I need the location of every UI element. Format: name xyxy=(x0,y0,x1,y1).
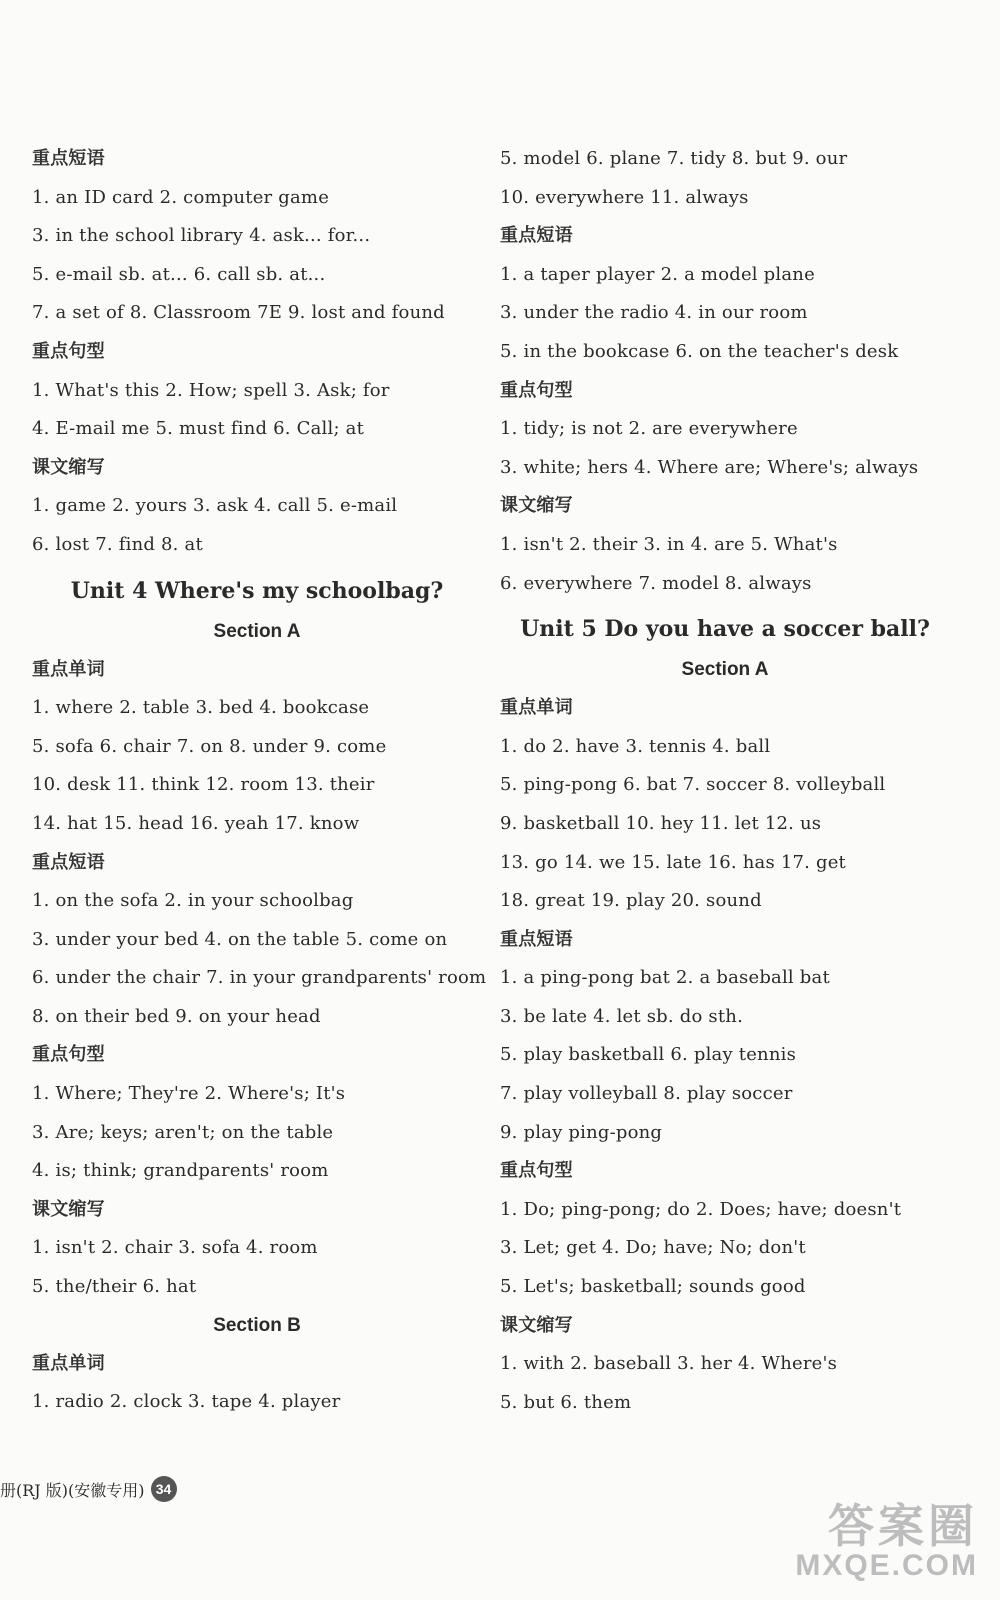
section-heading: 重点句型 xyxy=(500,379,573,401)
answer-line: 1. game 2. yours 3. ask 4. call 5. e-mail xyxy=(32,495,398,517)
answer-line: 1. tidy; is not 2. are everywhere xyxy=(500,418,798,440)
section-heading: 重点短语 xyxy=(500,928,573,950)
answer-line: 1. an ID card 2. computer game xyxy=(32,186,330,208)
unit-title: Unit 5 Do you have a soccer ball? xyxy=(520,616,930,643)
section-heading: 重点单词 xyxy=(32,1352,105,1374)
answer-line: 5. Let's; basketball; sounds good xyxy=(500,1276,806,1298)
section-heading: 课文缩写 xyxy=(32,1198,105,1220)
answer-line: 3. Let; get 4. Do; have; No; don't xyxy=(500,1237,806,1259)
answer-line: 9. play ping-pong xyxy=(500,1121,663,1143)
answer-line: 14. hat 15. head 16. yeah 17. know xyxy=(32,812,360,834)
answer-line: 1. isn't 2. chair 3. sofa 4. room xyxy=(32,1237,318,1259)
section-heading: 重点句型 xyxy=(32,340,105,362)
section-heading: 课文缩写 xyxy=(500,1314,573,1336)
section-heading: 重点短语 xyxy=(500,225,573,247)
answer-line: 1. isn't 2. their 3. in 4. are 5. What's xyxy=(500,533,838,555)
answer-line: 6. everywhere 7. model 8. always xyxy=(500,572,812,594)
section-heading: 重点句型 xyxy=(32,1044,105,1066)
edition-label: 册(RJ 版)(安徽专用) xyxy=(0,1480,145,1500)
section-heading: 课文缩写 xyxy=(500,495,573,517)
answer-line: 5. model 6. plane 7. tidy 8. but 9. our xyxy=(500,148,848,169)
answer-line: 1. What's this 2. How; spell 3. Ask; for xyxy=(32,379,390,401)
answer-line: 7. a set of 8. Classroom 7E 9. lost and found xyxy=(32,302,445,324)
section-heading: 重点句型 xyxy=(500,1160,573,1182)
section-heading: 重点短语 xyxy=(32,148,105,169)
watermark-title: 答案圈 xyxy=(828,1500,978,1552)
answer-line: 4. E-mail me 5. must find 6. Call; at xyxy=(32,418,364,440)
answer-line: 1. do 2. have 3. tennis 4. ball xyxy=(500,735,771,757)
answer-line: 3. white; hers 4. Where are; Where's; always xyxy=(500,456,919,478)
page-footer xyxy=(0,1476,177,1502)
answer-line: 3. under the radio 4. in our room xyxy=(500,302,808,324)
answer-line: 6. lost 7. find 8. at xyxy=(32,533,203,555)
answer-line: 10. desk 11. think 12. room 13. their xyxy=(32,774,375,796)
answer-line: 5. play basketball 6. play tennis xyxy=(500,1044,797,1066)
answer-line: 3. under your bed 4. on the table 5. come on xyxy=(32,928,448,950)
answer-line: 1. a ping-pong bat 2. a baseball bat xyxy=(500,967,830,989)
answer-line: 1. on the sofa 2. in your schoolbag xyxy=(32,890,354,912)
answer-line: 18. great 19. play 20. sound xyxy=(500,890,762,912)
answer-line: 9. basketball 10. hey 11. let 12. us xyxy=(500,812,822,834)
watermark xyxy=(795,1502,978,1582)
answer-line: 1. a taper player 2. a model plane xyxy=(500,263,815,285)
watermark-url: MXQE.COM xyxy=(795,1549,978,1582)
answer-line: 5. in the bookcase 6. on the teacher's desk xyxy=(500,340,899,362)
answer-line: 3. in the school library 4. ask... for... xyxy=(32,225,371,247)
answer-line: 7. play volleyball 8. play soccer xyxy=(500,1083,793,1105)
answer-line: 5. sofa 6. chair 7. on 8. under 9. come xyxy=(32,735,387,757)
answer-line: 5. e-mail sb. at... 6. call sb. at... xyxy=(32,263,326,285)
answer-line: 10. everywhere 11. always xyxy=(500,186,749,208)
section-heading: 重点短语 xyxy=(32,851,105,873)
answer-line: 4. is; think; grandparents' room xyxy=(32,1160,329,1182)
answer-line: 3. be late 4. let sb. do sth. xyxy=(500,1005,744,1027)
answer-line: 1. with 2. baseball 3. her 4. Where's xyxy=(500,1353,838,1375)
answer-line: 6. under the chair 7. in your grandparents' room xyxy=(32,967,487,989)
answer-line: 1. Where; They're 2. Where's; It's xyxy=(32,1083,346,1105)
answer-line: 1. where 2. table 3. bed 4. bookcase xyxy=(32,697,370,719)
section-heading: 课文缩写 xyxy=(32,456,105,478)
answer-line: 5. the/their 6. hat xyxy=(32,1276,197,1298)
page-number-badge: 34 xyxy=(151,1476,177,1502)
answer-line: 1. Do; ping-pong; do 2. Does; have; doesn't xyxy=(500,1198,902,1220)
answer-line: 13. go 14. we 15. late 16. has 17. get xyxy=(500,851,846,873)
section-label: Section A xyxy=(681,659,769,681)
answer-line: 1. radio 2. clock 3. tape 4. player xyxy=(32,1391,341,1413)
unit-title: Unit 4 Where's my schoolbag? xyxy=(70,577,444,604)
answer-line: 5. but 6. them xyxy=(500,1391,632,1413)
section-heading: 重点单词 xyxy=(500,697,573,719)
answer-line: 5. ping-pong 6. bat 7. soccer 8. volleyball xyxy=(500,774,886,796)
answer-line: 3. Are; keys; aren't; on the table xyxy=(32,1121,334,1143)
section-label: Section A xyxy=(213,620,301,642)
section-heading: 重点单词 xyxy=(32,658,105,680)
right-column xyxy=(500,140,950,1422)
answer-line: 8. on their bed 9. on your head xyxy=(32,1005,321,1027)
section-label: Section B xyxy=(213,1314,301,1336)
left-column xyxy=(32,140,487,1422)
